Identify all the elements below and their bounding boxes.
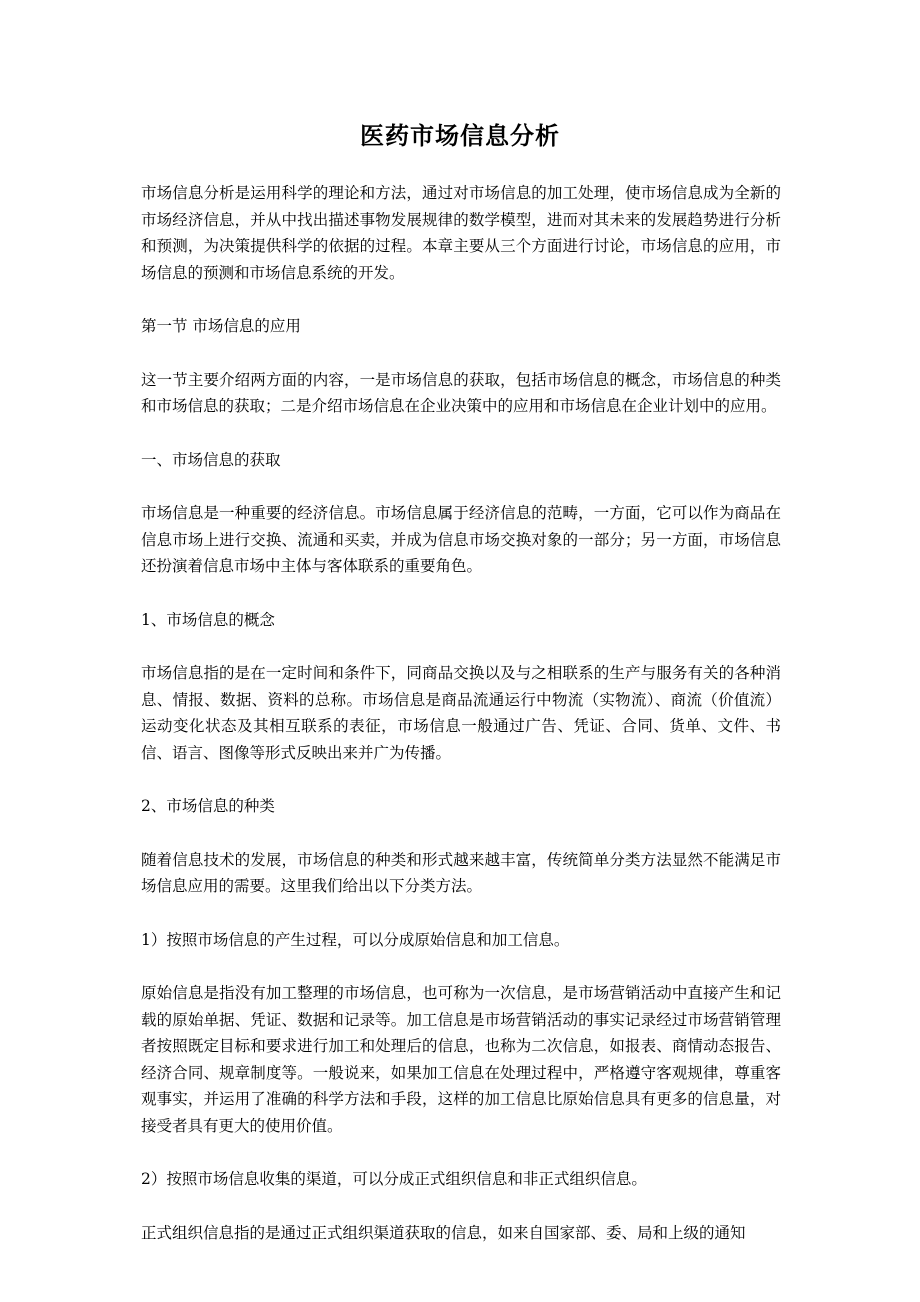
paragraph-types: 随着信息技术的发展，市场信息的种类和形式越来越丰富，传统简单分类方法显然不能满足市场信息应用的需要。这里我们给出以下分类方法。 — [141, 850, 781, 895]
paragraph-market-info: 市场信息是一种重要的经济信息。市场信息属于经济信息的范畴，一方面，它可以作为商品在信息市场上进行交换、流通和买卖，并成为信息市场交换对象的一部分；另一方面，市场信息还扮演着信息市场中主体与客体联系的重要角色。 — [141, 504, 781, 575]
paragraph-original-processed: 原始信息是指没有加工整理的市场信息，也可称为一次信息，是市场营销活动中直接产生和记载的原始单据、凭证、数据和记录等。加工信息是市场营销活动的事实记录经过市场营销管理者按照既定目标和要求进行加工和处理后的信息，也称为二次信息，如报表、商情动态报告、经济合同、规章制度等。一般说来，如果加工信息在处理过程中，严格遵守客观规律，尊重客观事实，并运用了准确的科学方法和手段，这样的加工信息比原始信息具有更多的信息量，对接受者具有更大的使用价值。 — [141, 984, 781, 1135]
section-heading: 第一节 市场信息的应用 — [141, 317, 301, 335]
paragraph-section-overview: 这一节主要介绍两方面的内容，一是市场信息的获取，包括市场信息的概念，市场信息的种类和市场信息的获取；二是介绍市场信息在企业决策中的应用和市场信息在企业计划中的应用。 — [141, 370, 781, 415]
paragraph-intro: 市场信息分析是运用科学的理论和方法，通过对市场信息的加工处理，使市场信息成为全新的市场经济信息，并从中找出描述事物发展规律的数学模型，进而对其未来的发展趋势进行分析和预测，为决策提供科学的依据的过程。本章主要从三个方面进行讨论，市场信息的应用，市场信息的预测和市场信息系统的开发。 — [141, 184, 781, 282]
item-heading-concept: 1、市场信息的概念 — [141, 610, 275, 629]
subsection-heading: 一、市场信息的获取 — [141, 450, 281, 469]
classification-1: 1）按照市场信息的产生过程，可以分成原始信息和加工信息。 — [141, 930, 570, 949]
paragraph-concept: 市场信息指的是在一定时间和条件下，同商品交换以及与之相联系的生产与服务有关的各种消息、情报、数据、资料的总称。市场信息是商品流通运行中物流（实物流）、商流（价值流）运动变化状态及其相互联系的表征，市场信息一般通过广告、凭证、合同、货单、文件、书信、语言、图像等形式反映出来并广为传播。 — [141, 664, 781, 762]
paragraph-formal-info: 正式组织信息指的是通过正式组织渠道获取的信息，如来自国家部、委、局和上级的通知 — [141, 1223, 746, 1242]
document-title: 医药市场信息分析 — [360, 121, 560, 150]
classification-2: 2）按照市场信息收集的渠道，可以分成正式组织信息和非正式组织信息。 — [141, 1170, 647, 1188]
item-heading-types: 2、市场信息的种类 — [141, 797, 275, 815]
document-body — [141, 180, 781, 1246]
